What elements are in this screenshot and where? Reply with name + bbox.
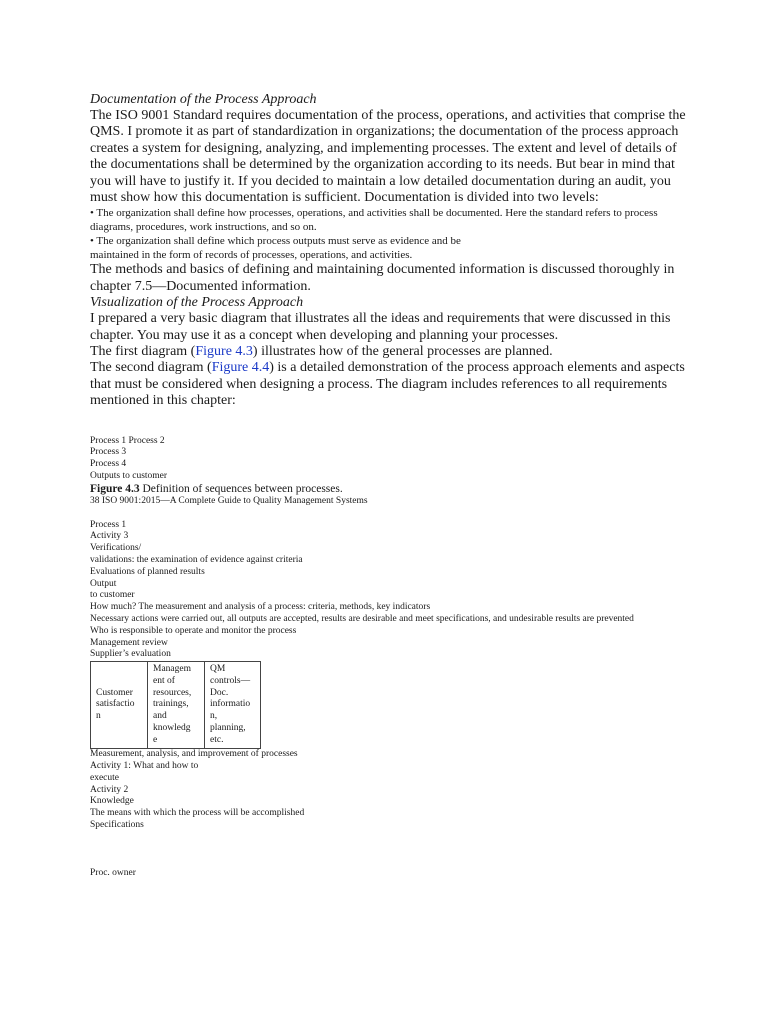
figure-4-3-caption bbox=[90, 483, 690, 496]
figure-4-4-link[interactable]: Figure 4.4 bbox=[211, 360, 270, 376]
figure-line: Activity 2 bbox=[90, 784, 129, 795]
figure-line: Activity 3 bbox=[90, 531, 129, 542]
paragraph-documented-information: The methods and basics of defining and maintaining documented information is discussed thoroughly in chapter 7.5—Documented information. bbox=[90, 262, 675, 294]
figure-line: How much? The measurement and analysis of a process: criteria, methods, key indicators bbox=[90, 602, 431, 613]
figure-4-3-residue bbox=[90, 436, 690, 483]
para5-before: The second diagram ( bbox=[90, 360, 212, 376]
figure-line: Evaluations of planned results bbox=[90, 566, 205, 577]
figure-line: Process 1 bbox=[90, 519, 127, 530]
figure-caption-text: Definition of sequences between processes. bbox=[139, 482, 343, 495]
figure-line: Process 3 bbox=[90, 447, 127, 458]
bullet-item-1: • The organization shall define how processes, operations, and activities shall be documented. Here the standard refers to process diagrams, procedures, work instructions, and so on. bbox=[90, 207, 658, 234]
figure-line: Measurement, analysis, and improvement of processes bbox=[90, 749, 298, 760]
paragraph-second-diagram bbox=[90, 360, 690, 409]
figure-line: Activity 1: What and how to bbox=[90, 761, 199, 772]
figure-line: Supplier’s evaluation bbox=[90, 649, 171, 660]
paragraph-diagram-intro: I prepared a very basic diagram that illustrates all the ideas and requirements that were discussed in this chapter. You may use it as a concept when developing and planning your processes. bbox=[90, 311, 671, 343]
bullet-item-2-line-1: • The organization shall define which process outputs must serve as evidence and be bbox=[90, 235, 461, 248]
figure-line: Who is responsible to operate and monitor the process bbox=[90, 625, 297, 636]
process-owner-label: Proc. owner bbox=[90, 867, 136, 878]
figure-line: validations: the examination of evidence against criteria bbox=[90, 555, 303, 566]
paragraph-iso-requirements: The ISO 9001 Standard requires documentation of the process, operations, and activities that comprise the QMS. I promote it as part of standardization in organizations; the documentation of the process approach creates a system for designing, analyzing, and implementing processes. The extent and level of details of the documentations shall be determined by the organization according to its needs. But bear in mind that you will have to justify it. If you decided to maintain a low detailed documentation during an audit, you must show how this documentation is sufficient. Documentation is divided into two levels: bbox=[90, 108, 686, 206]
table-cell-qm-controls: QM controls— Doc. informatio n, planning, etc. bbox=[205, 662, 261, 749]
figure-line: Knowledge bbox=[90, 796, 134, 807]
figure-line: execute bbox=[90, 772, 120, 783]
table-cell-customer-satisfaction: Customer satisfactio n bbox=[91, 662, 148, 749]
figure-line: Specifications bbox=[90, 820, 144, 831]
section-heading-visualization: Visualization of the Process Approach bbox=[90, 295, 304, 311]
figure-line: Management review bbox=[90, 637, 168, 648]
figure-line: The means with which the process will be accomplished bbox=[90, 808, 305, 819]
figure-line: Process 4 bbox=[90, 459, 127, 470]
figure-line: Verifications/ bbox=[90, 543, 142, 554]
figure-line: Necessary actions were carried out, all outputs are accepted, results are desirable and meet specifications, and undesirable results are prevented bbox=[90, 614, 634, 625]
figure-line: Process 1 Process 2 bbox=[90, 435, 165, 446]
section-heading-documentation: Documentation of the Process Approach bbox=[90, 92, 317, 107]
paragraph-first-diagram bbox=[90, 344, 690, 360]
figure-line: Output bbox=[90, 578, 117, 589]
figure-line: to customer bbox=[90, 590, 135, 601]
document-page bbox=[90, 92, 690, 880]
para4-before: The first diagram ( bbox=[90, 344, 196, 360]
bullet-item-2-line-2: maintained in the form of records of processes, operations, and activities. bbox=[90, 249, 413, 262]
figure-line: Outputs to customer bbox=[90, 471, 168, 482]
figure-table bbox=[90, 661, 261, 749]
table-row bbox=[91, 662, 261, 749]
figure-caption-label: Figure 4.3 bbox=[90, 482, 140, 495]
figure-4-3-link[interactable]: Figure 4.3 bbox=[195, 344, 253, 360]
page-footer: 38 ISO 9001:2015—A Complete Guide to Quality Management Systems bbox=[90, 495, 368, 506]
figure-4-4-residue bbox=[90, 520, 690, 832]
table-cell-management-of-resources: Managem ent of resources, trainings, and knowledg e bbox=[148, 662, 205, 749]
para5-after: ) is a detailed demonstration of the process approach elements and aspects that must be considered when designing a process. The diagram includes references to all requirements mentioned in this chapter: bbox=[90, 360, 685, 409]
para4-after: ) illustrates how of the general processes are planned. bbox=[252, 344, 553, 360]
